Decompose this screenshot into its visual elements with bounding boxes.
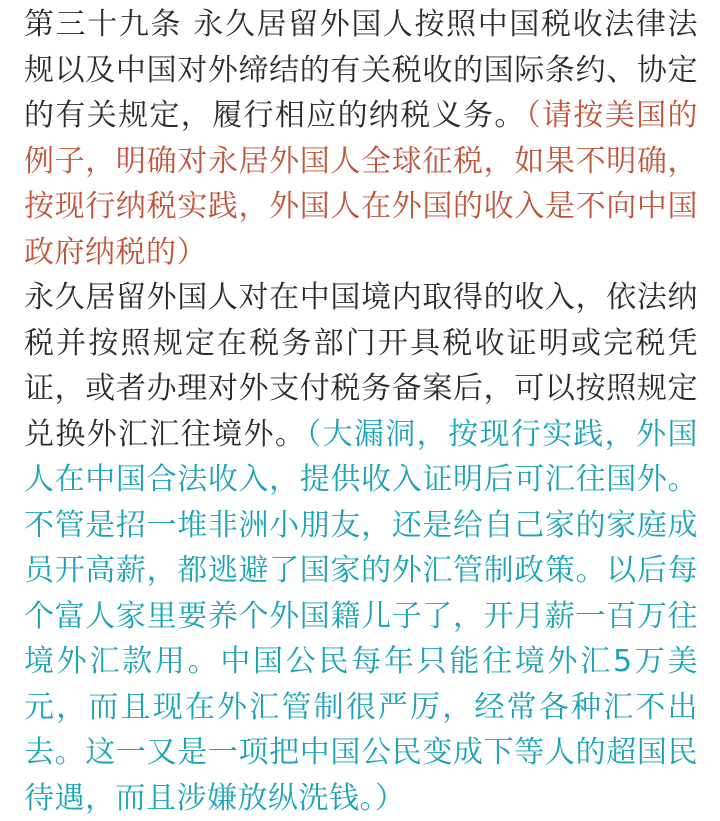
article-39-text: 第三十九条 永久居留外国人按照中国税收法律法规以及中国对外缔结的有关税收的国际条约、协定的有关规定，履行相应的纳税义务。 — [24, 7, 698, 133]
income-remittance-paragraph — [24, 275, 698, 821]
article-39-comment: （请按美国的例子，明确对永居外国人全球征税，如果不明确，按现行纳税实践，外国人在外国的收入是不向中国政府纳税的） — [24, 98, 699, 270]
income-remittance-comment: （大漏洞，按现行实践，外国人在中国合法收入，提供收入证明后可汇往国外。不管是招一堆非洲小朋友，还是给自己家的家庭成员开高薪，都逃避了国家的外汇管制政策。以后每个富人家里要养个外国籍儿子了，开月薪一百万往境外汇款用。中国公民每年只能往境外汇5万美元，而且现在外汇管制很严厉，经常各种汇不出去。这一又是一项把中国公民变成下等人的超国民待遇，而且涉嫌放纵洗钱。） — [24, 416, 699, 816]
income-remittance-text: 永久居留外国人对在中国境内取得的收入，依法纳税并按照规定在税务部门开具税收证明或完税凭证，或者办理对外支付税务备案后，可以按照规定兑换外汇汇往境外。 — [24, 280, 698, 452]
article-39-paragraph — [24, 2, 698, 275]
